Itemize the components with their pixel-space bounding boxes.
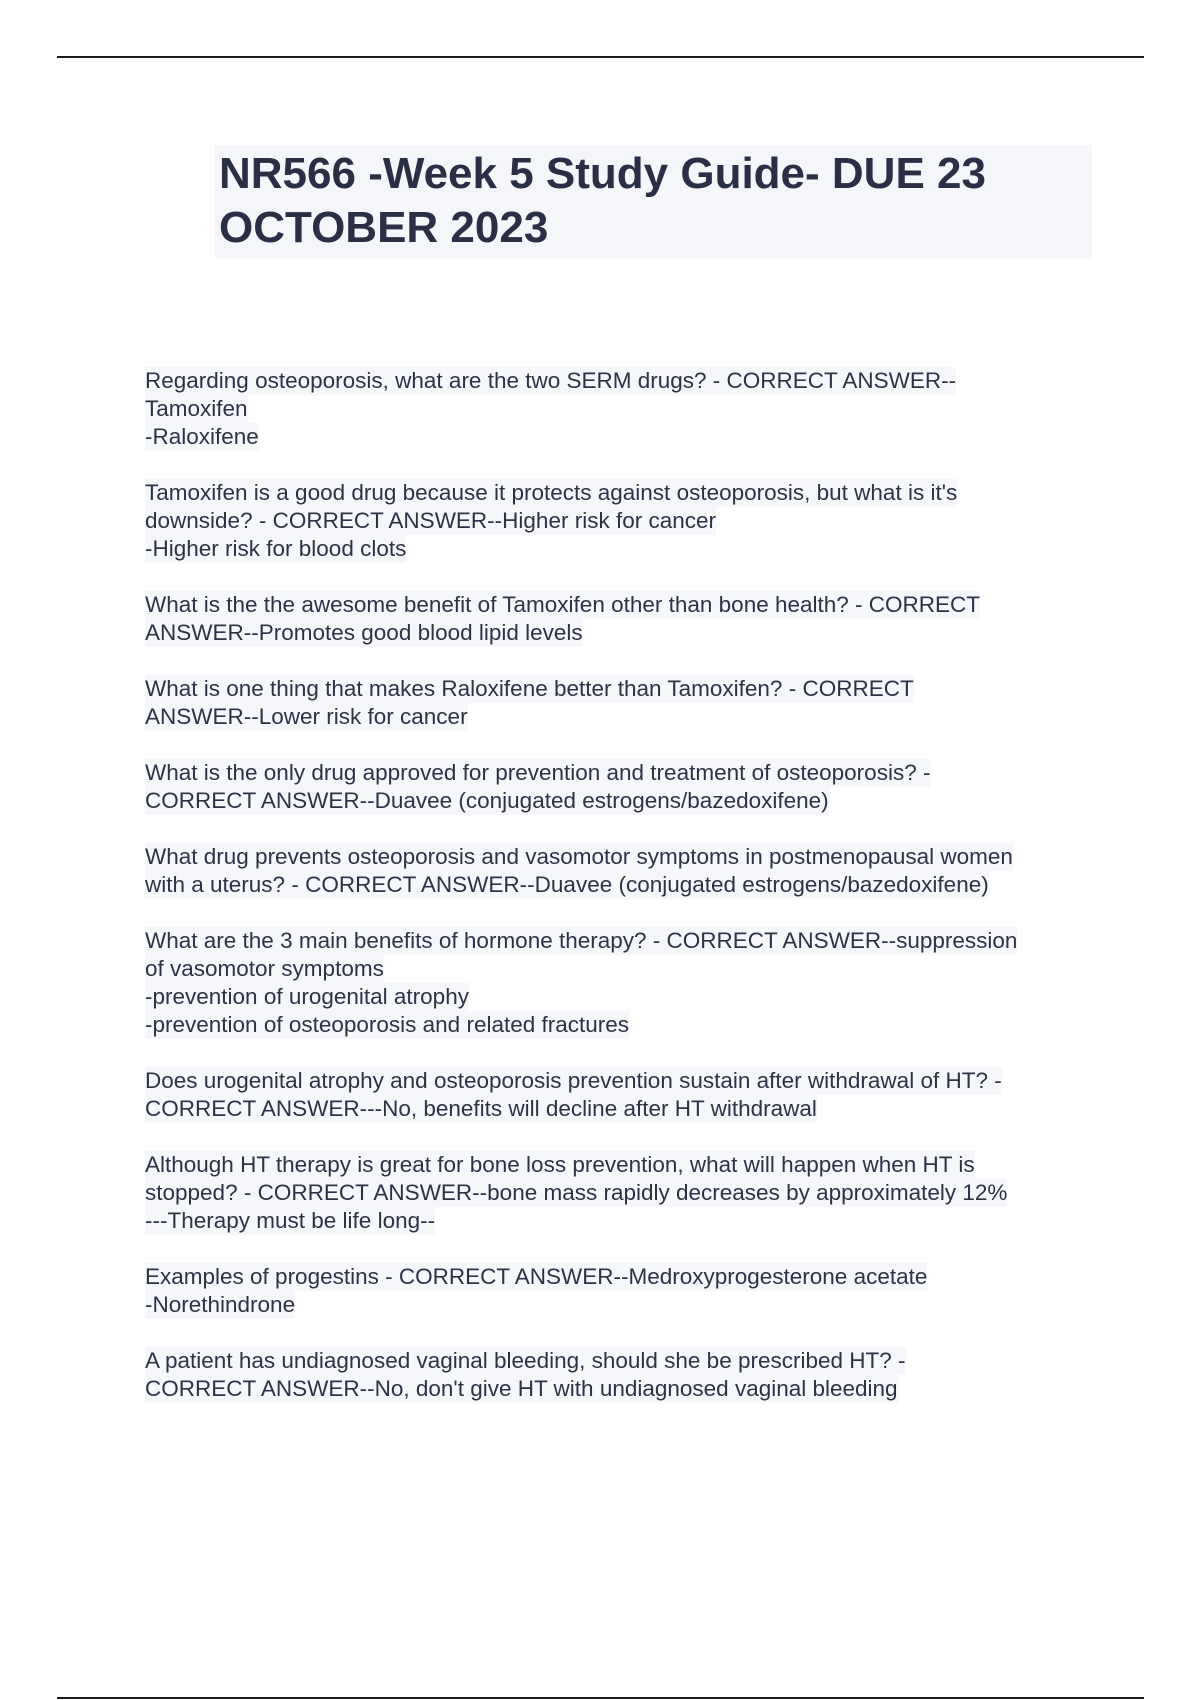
qa-line: -Higher risk for blood clots — [145, 536, 407, 561]
qa-item — [145, 1067, 1095, 1123]
qa-line: Tamoxifen is a good drug because it protects against osteoporosis, but what is it's — [145, 480, 958, 505]
document-title — [215, 145, 1092, 259]
qa-line: What drug prevents osteoporosis and vasomotor symptoms in postmenopausal women — [145, 844, 1013, 869]
qa-item — [145, 1151, 1095, 1235]
title-line-2: OCTOBER 2023 — [219, 203, 549, 252]
title-line-1: NR566 -Week 5 Study Guide- DUE 23 — [219, 149, 986, 198]
qa-line: ANSWER--Promotes good blood lipid levels — [145, 620, 583, 645]
qa-item — [145, 591, 1095, 647]
qa-line: Although HT therapy is great for bone loss prevention, what will happen when HT is — [145, 1152, 975, 1177]
qa-line: What is one thing that makes Raloxifene better than Tamoxifen? - CORRECT — [145, 676, 914, 701]
qa-line: What is the only drug approved for prevention and treatment of osteoporosis? - — [145, 760, 931, 785]
qa-line: ---Therapy must be life long-- — [145, 1208, 436, 1233]
qa-line: CORRECT ANSWER---No, benefits will decline after HT withdrawal — [145, 1096, 817, 1121]
top-divider — [57, 56, 1144, 58]
qa-list — [145, 367, 1095, 1431]
qa-line: What are the 3 main benefits of hormone therapy? - CORRECT ANSWER--suppression — [145, 928, 1018, 953]
qa-item — [145, 675, 1095, 731]
qa-line: Tamoxifen — [145, 396, 248, 421]
qa-line: A patient has undiagnosed vaginal bleeding, should she be prescribed HT? - — [145, 1348, 906, 1373]
bottom-divider — [57, 1697, 1144, 1699]
qa-line: ANSWER--Lower risk for cancer — [145, 704, 468, 729]
qa-line: downside? - CORRECT ANSWER--Higher risk for cancer — [145, 508, 716, 533]
qa-line: stopped? - CORRECT ANSWER--bone mass rapidly decreases by approximately 12% — [145, 1180, 1008, 1205]
qa-line: What is the the awesome benefit of Tamoxifen other than bone health? - CORRECT — [145, 592, 981, 617]
qa-item — [145, 367, 1095, 451]
qa-line: -Norethindrone — [145, 1292, 296, 1317]
qa-line: -Raloxifene — [145, 424, 259, 449]
qa-line: CORRECT ANSWER--No, don't give HT with undiagnosed vaginal bleeding — [145, 1376, 898, 1401]
qa-item — [145, 1263, 1095, 1319]
qa-line: Regarding osteoporosis, what are the two SERM drugs? - CORRECT ANSWER-- — [145, 368, 957, 393]
qa-line: Does urogenital atrophy and osteoporosis prevention sustain after withdrawal of HT? - — [145, 1068, 1002, 1093]
qa-line: of vasomotor symptoms — [145, 956, 384, 981]
qa-item — [145, 843, 1095, 899]
qa-line: with a uterus? - CORRECT ANSWER--Duavee (conjugated estrogens/bazedoxifene) — [145, 872, 989, 897]
qa-line: -prevention of osteoporosis and related fractures — [145, 1012, 630, 1037]
qa-item — [145, 927, 1095, 1039]
qa-line: Examples of progestins - CORRECT ANSWER--Medroxyprogesterone acetate — [145, 1264, 928, 1289]
qa-item — [145, 1347, 1095, 1403]
qa-line: -prevention of urogenital atrophy — [145, 984, 469, 1009]
qa-item — [145, 479, 1095, 563]
qa-line: CORRECT ANSWER--Duavee (conjugated estrogens/bazedoxifene) — [145, 788, 829, 813]
qa-item — [145, 759, 1095, 815]
